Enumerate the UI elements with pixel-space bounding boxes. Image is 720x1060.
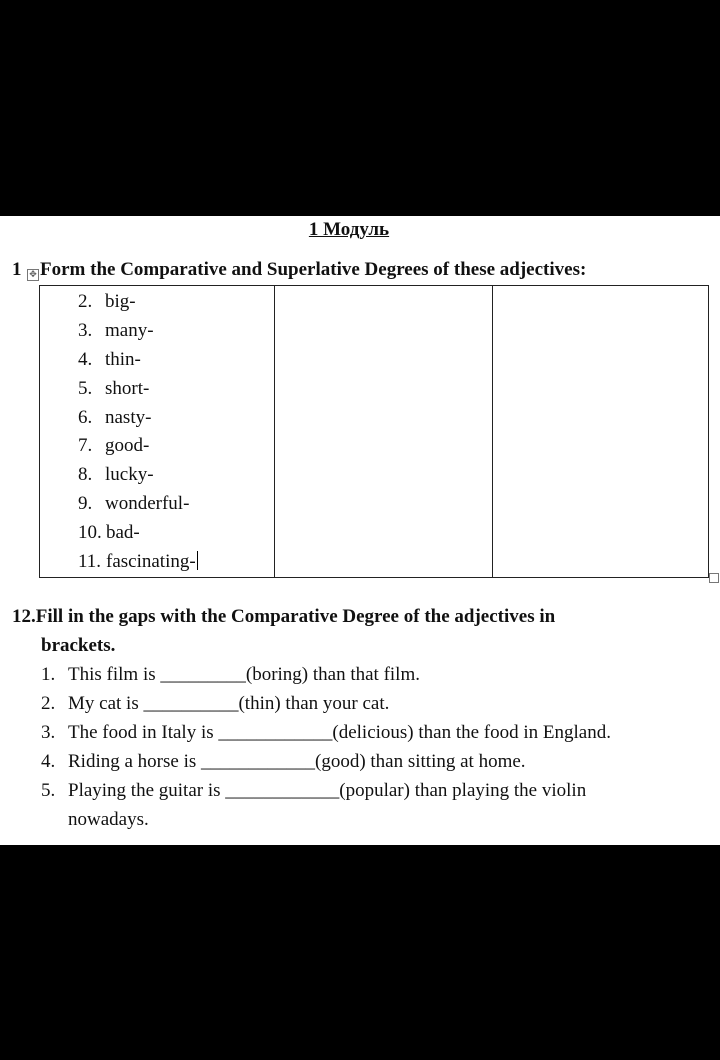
list-item [78,375,274,404]
list-item [78,317,274,346]
item-word: big- [105,291,136,312]
adjectives-table [39,285,709,578]
task2-heading [12,602,702,660]
item-number: 8. [78,464,93,486]
gap-fill-list [41,660,711,834]
item-word: short- [105,377,150,399]
item-number: 2. [41,693,56,714]
list-item [78,490,274,519]
list-item [41,660,711,689]
item-word: good- [105,435,150,457]
adjectives-column[interactable] [40,286,275,578]
list-item [78,461,274,490]
item-number: 3. [78,319,93,341]
list-item [41,776,711,805]
item-word: thin- [105,348,141,370]
text-cursor [197,551,198,570]
item-number: 5. [41,780,56,801]
table-resize-handle[interactable] [709,573,719,583]
item-sentence: Playing the guitar is ____________(popular) than playing the violin [68,780,587,801]
page-title: 1 Модуль [308,219,390,240]
item-word: lucky- [105,464,154,486]
item-number: 10. [78,522,102,544]
adjectives-list [40,286,274,577]
comparative-column-cell[interactable] [275,286,493,578]
list-item-continuation: nowadays. [68,809,149,830]
task2-heading-line1: 12.Fill in the gaps with the Comparative Degree of the adjectives in [12,606,556,627]
item-sentence: This film is _________(boring) than that film. [68,664,420,685]
item-word: bad- [106,522,140,544]
table-move-handle-icon[interactable]: ✥ [27,269,39,281]
item-number: 4. [41,751,56,772]
item-word: wonderful- [105,493,190,515]
item-word: nasty- [105,406,152,428]
task1-number: 1 [12,259,22,280]
list-item [78,288,274,317]
list-item [78,548,274,577]
list-item [41,689,711,718]
list-item [78,519,274,548]
item-number: 7. [78,435,93,457]
document-page [0,216,720,845]
item-sentence: Riding a horse is ____________(good) than sitting at home. [68,751,526,772]
item-word: fascinating- [106,551,196,573]
list-item [41,718,711,747]
item-number: 2. [78,291,93,312]
task1-instruction: Form the Comparative and Superlative Degrees of these adjectives: [40,259,587,280]
item-number: 11. [78,551,102,573]
superlative-column-cell[interactable] [493,286,709,578]
item-sentence: My cat is __________(thin) than your cat. [68,693,390,714]
item-number: 4. [78,348,93,370]
item-word: many- [105,319,154,341]
list-item [78,432,274,461]
task2-heading-line2: brackets. [41,635,116,656]
list-item [78,346,274,375]
item-sentence: The food in Italy is ____________(delicious) than the food in England. [68,722,611,743]
item-number: 5. [78,377,93,399]
item-number: 9. [78,493,93,515]
list-item [78,404,274,433]
task1-heading [12,259,586,281]
item-number: 3. [41,722,56,743]
item-number: 6. [78,406,93,428]
item-number: 1. [41,664,56,685]
list-item [41,747,711,776]
